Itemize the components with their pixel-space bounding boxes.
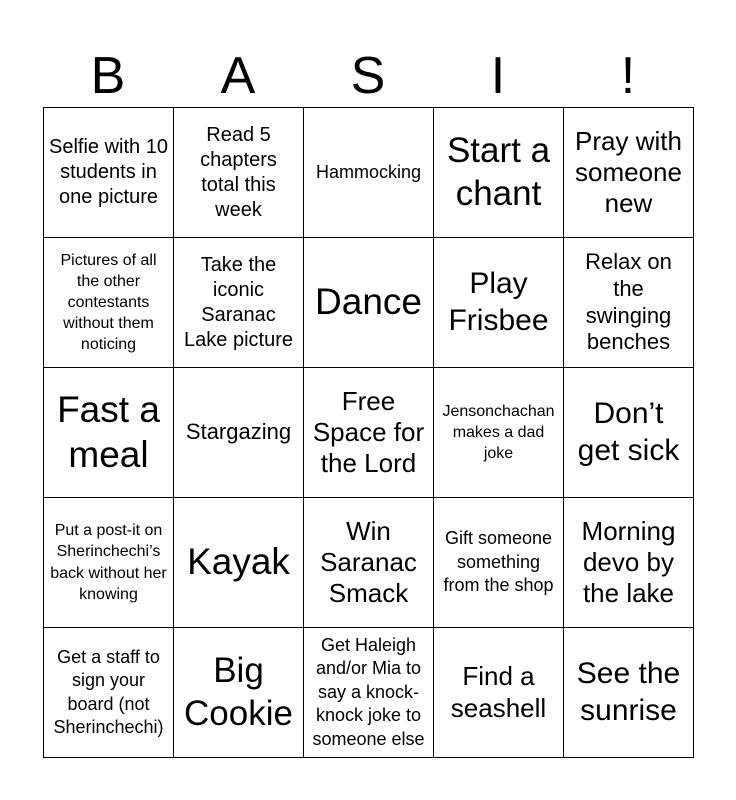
bingo-cell[interactable]: Pray with someone new xyxy=(564,108,694,238)
bingo-cell[interactable]: Stargazing xyxy=(174,368,304,498)
board-row-5 xyxy=(44,628,694,758)
bingo-cell[interactable]: Big Cookie xyxy=(174,628,304,758)
bingo-cell[interactable]: Dance xyxy=(304,238,434,368)
board-row-1 xyxy=(44,108,694,238)
bingo-cell[interactable]: Win Saranac Smack xyxy=(304,498,434,628)
bingo-cell[interactable]: Play Frisbee xyxy=(434,238,564,368)
bingo-cell[interactable]: Morning devo by the lake xyxy=(564,498,694,628)
free-space-cell[interactable]: Free Space for the Lord xyxy=(304,368,434,498)
header-letter-4: I xyxy=(490,47,506,105)
bingo-cell[interactable]: Gift someone something from the shop xyxy=(434,498,564,628)
bingo-board xyxy=(43,107,694,758)
bingo-header xyxy=(43,45,693,107)
bingo-cell[interactable]: Relax on the swinging benches xyxy=(564,238,694,368)
bingo-cell[interactable]: Pictures of all the other contestants without them noticing xyxy=(44,238,174,368)
bingo-cell[interactable]: Find a seashell xyxy=(434,628,564,758)
bingo-cell[interactable]: Get a staff to sign your board (not Sherinchechi) xyxy=(44,628,174,758)
board-row-2 xyxy=(44,238,694,368)
bingo-cell[interactable]: Get Haleigh and/or Mia to say a knock-knock joke to someone else xyxy=(304,628,434,758)
bingo-cell[interactable]: Hammocking xyxy=(304,108,434,238)
bingo-cell[interactable]: Read 5 chapters total this week xyxy=(174,108,304,238)
board-row-3 xyxy=(44,368,694,498)
bingo-cell[interactable]: See the sunrise xyxy=(564,628,694,758)
board-row-4 xyxy=(44,498,694,628)
bingo-cell[interactable]: Put a post-it on Sherinchechi’s back without her knowing xyxy=(44,498,174,628)
bingo-cell[interactable]: Take the iconic Saranac Lake picture xyxy=(174,238,304,368)
header-letter-5: ! xyxy=(620,47,636,105)
header-letter-2: A xyxy=(220,47,256,105)
header-letter-1: B xyxy=(90,47,126,105)
bingo-cell[interactable]: Selfie with 10 students in one picture xyxy=(44,108,174,238)
header-letter-3: S xyxy=(350,47,386,105)
bingo-cell[interactable]: Jensonchachan makes a dad joke xyxy=(434,368,564,498)
bingo-cell[interactable]: Fast a meal xyxy=(44,368,174,498)
bingo-cell[interactable]: Kayak xyxy=(174,498,304,628)
bingo-cell[interactable]: Don’t get sick xyxy=(564,368,694,498)
bingo-cell[interactable]: Start a chant xyxy=(434,108,564,238)
